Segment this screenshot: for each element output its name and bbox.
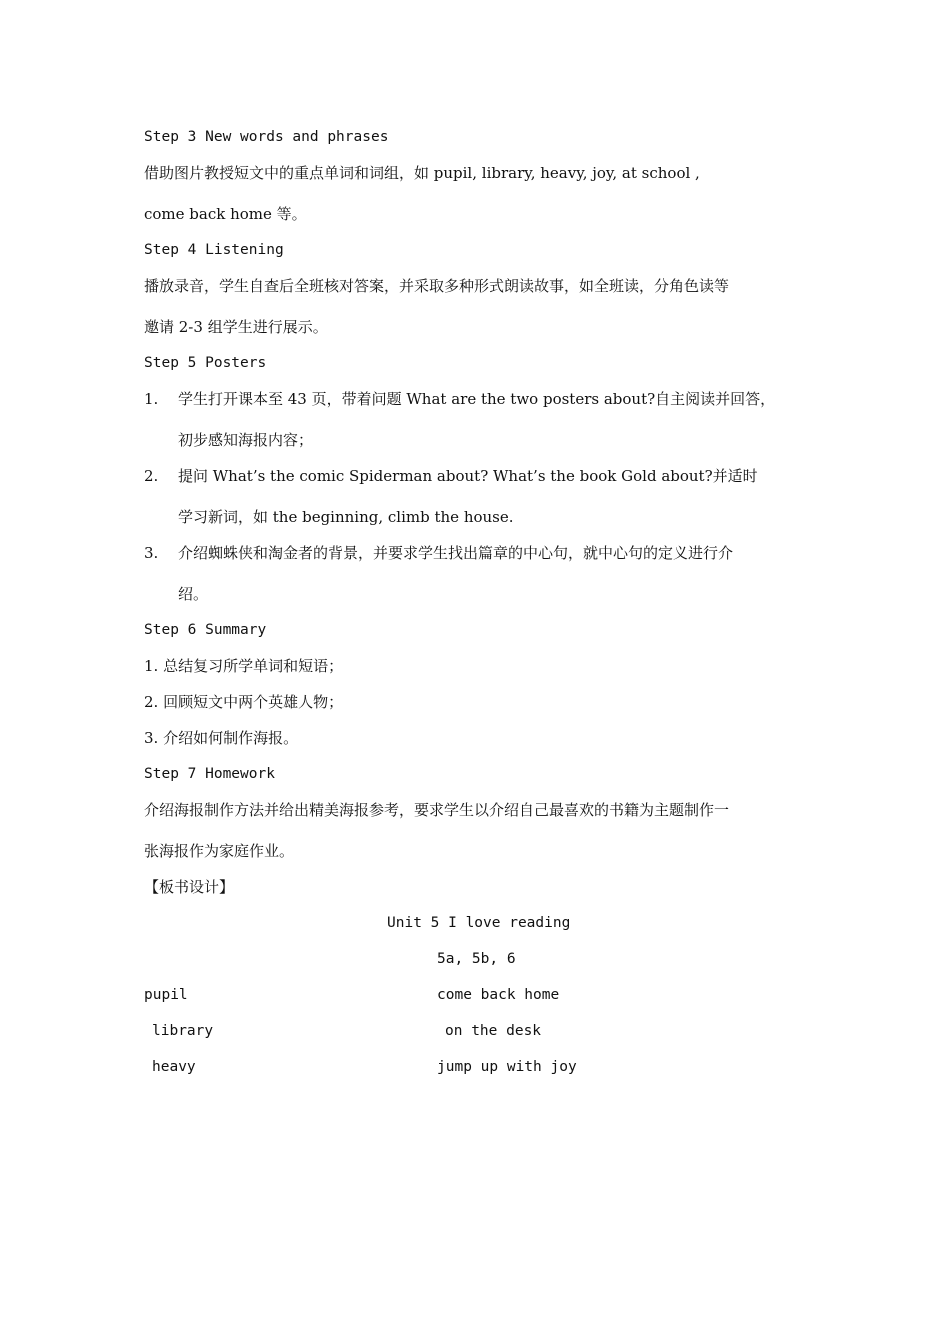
board-subtitle: 5a, 5b, 6 <box>437 951 516 967</box>
step3-text-line1: 借助图片教授短文中的重点单词和词组，如 pupil, library, heavy, joy, at school , <box>144 164 700 182</box>
step4-text-line1: 播放录音，学生自查后全班核对答案，并采取多种形式朗读故事，如全班读，分角色读等 <box>144 277 730 295</box>
board-phrase-right: jump up with joy <box>437 1059 577 1075</box>
step5-item2-line1: 提问 What’s the comic Spiderman about? What’s the book Gold about?并适时 <box>178 467 758 485</box>
step3-text-line2: come back home 等。 <box>144 205 307 223</box>
step5-item3-number: 3. <box>144 544 159 562</box>
step5-item3-line2: 绍。 <box>178 585 209 603</box>
board-title: Unit 5 I love reading <box>387 915 571 931</box>
step5-title: Step 5 Posters <box>144 355 267 371</box>
step4-text-line2: 邀请 2-3 组学生进行展示。 <box>144 318 328 336</box>
step4-title: Step 4 Listening <box>144 242 284 258</box>
step6-item3: 3. 介绍如何制作海报。 <box>144 729 299 747</box>
board-phrase-right: come back home <box>437 987 560 1003</box>
step5-item1-line1: 学生打开课本至 43 页，带着问题 What are the two posters about?自主阅读并回答， <box>178 390 776 408</box>
step5-item1-number: 1. <box>144 390 159 408</box>
step3-title: Step 3 New words and phrases <box>144 129 389 145</box>
board-design-heading: 【板书设计】 <box>144 878 235 896</box>
step7-title: Step 7 Homework <box>144 766 275 782</box>
step6-item1: 1. 总结复习所学单词和短语； <box>144 657 344 675</box>
step6-item2: 2. 回顾短文中两个英雄人物； <box>144 693 344 711</box>
step5-item2-line2: 学习新词，如 the beginning, climb the house. <box>178 508 514 526</box>
step7-text-line2: 张海报作为家庭作业。 <box>144 842 295 860</box>
step5-item3-line1: 介绍蜘蛛侠和淘金者的背景，并要求学生找出篇章的中心句，就中心句的定义进行介 <box>178 544 734 562</box>
board-word-left: library <box>152 1023 214 1039</box>
step5-item1-line2: 初步感知海报内容； <box>178 431 314 449</box>
step7-text-line1: 介绍海报制作方法并给出精美海报参考，要求学生以介绍自己最喜欢的书籍为主题制作一 <box>144 801 730 819</box>
board-word-left: heavy <box>152 1059 196 1075</box>
step6-title: Step 6 Summary <box>144 622 267 638</box>
board-word-left: pupil <box>144 987 188 1003</box>
step5-item2-number: 2. <box>144 467 159 485</box>
board-phrase-right: on the desk <box>445 1023 542 1039</box>
